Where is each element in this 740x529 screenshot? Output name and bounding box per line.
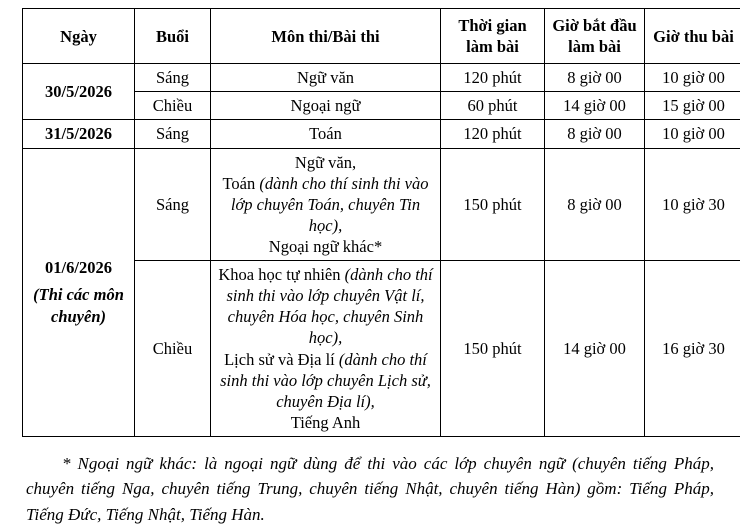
cell-date-main: 01/6/2026 [45,258,112,278]
cell-subject [211,261,441,437]
subject-line: Ngữ văn, [294,152,357,172]
table-row [23,120,740,148]
cell-duration: 120 phút [441,64,545,92]
cell-duration: 150 phút [441,261,545,437]
cell-session: Chiều [135,92,211,120]
cell-end-time: 15 giờ 00 [645,92,740,120]
cell-duration: 150 phút [441,148,545,261]
subject-line-note: (dành cho thí sinh thi vào lớp chuyên Toán, chuyên Tin học), [230,173,429,235]
column-header-subject: Môn thi/Bài thi [211,9,441,64]
subject-line: Ngoại ngữ khác* [268,236,383,256]
table-row [23,64,740,92]
cell-date-subtitle: (Thi các môn chuyên) [33,285,124,326]
column-header-session: Buổi [135,9,211,64]
cell-end-time: 10 giờ 30 [645,148,740,261]
cell-date: 30/5/2026 [23,64,135,120]
cell-date: 31/5/2026 [23,120,135,148]
subject-line: Tiếng Anh [290,412,361,432]
subject-line-note: (dành cho thí sinh thi vào lớp chuyên Vật lí, chuyên Hóa học, chuyên Sinh học), [226,265,433,348]
cell-session: Sáng [135,64,211,92]
subject-line-note: (dành cho thí sinh thi vào lớp chuyên Lịch sử, chuyên Địa lí), [220,349,431,411]
cell-start-time: 14 giờ 00 [545,92,645,120]
cell-start-time: 14 giờ 00 [545,261,645,437]
cell-date [23,148,135,436]
cell-end-time: 16 giờ 30 [645,261,740,437]
cell-session: Sáng [135,148,211,261]
cell-session: Sáng [135,120,211,148]
cell-end-time: 10 giờ 00 [645,120,740,148]
subject-line: Toán [222,173,260,193]
cell-duration: 120 phút [441,120,545,148]
cell-start-time: 8 giờ 00 [545,120,645,148]
cell-start-time: 8 giờ 00 [545,64,645,92]
cell-start-time: 8 giờ 00 [545,148,645,261]
cell-subject: Ngữ văn [211,64,441,92]
column-header-end-time: Giờ thu bài [645,9,740,64]
cell-subject: Ngoại ngữ [211,92,441,120]
table-header-row [23,9,740,64]
column-header-duration: Thời gian làm bài [441,9,545,64]
subject-line: Lịch sử và Địa lí [224,349,339,369]
column-header-date: Ngày [23,9,135,64]
footnote-text: * Ngoại ngữ khác: là ngoại ngữ dùng để thi vào các lớp chuyên ngữ (chuyên tiếng Pháp, chuyên tiếng Nga, chuyên tiếng Trung, chuyên tiếng Nhật, chuyên tiếng Hàn) gồm: Tiếng Pháp, Tiếng Đức, Tiếng Nhật, Tiếng Hàn. [26,453,714,524]
exam-schedule-table [22,8,740,437]
cell-end-time: 10 giờ 00 [645,64,740,92]
cell-subject [211,148,441,261]
table-row [23,148,740,261]
cell-subject: Toán [211,120,441,148]
cell-session: Chiều [135,261,211,437]
column-header-start-time: Giờ bắt đầu làm bài [545,9,645,64]
cell-duration: 60 phút [441,92,545,120]
subject-line: Khoa học tự nhiên [218,265,345,285]
